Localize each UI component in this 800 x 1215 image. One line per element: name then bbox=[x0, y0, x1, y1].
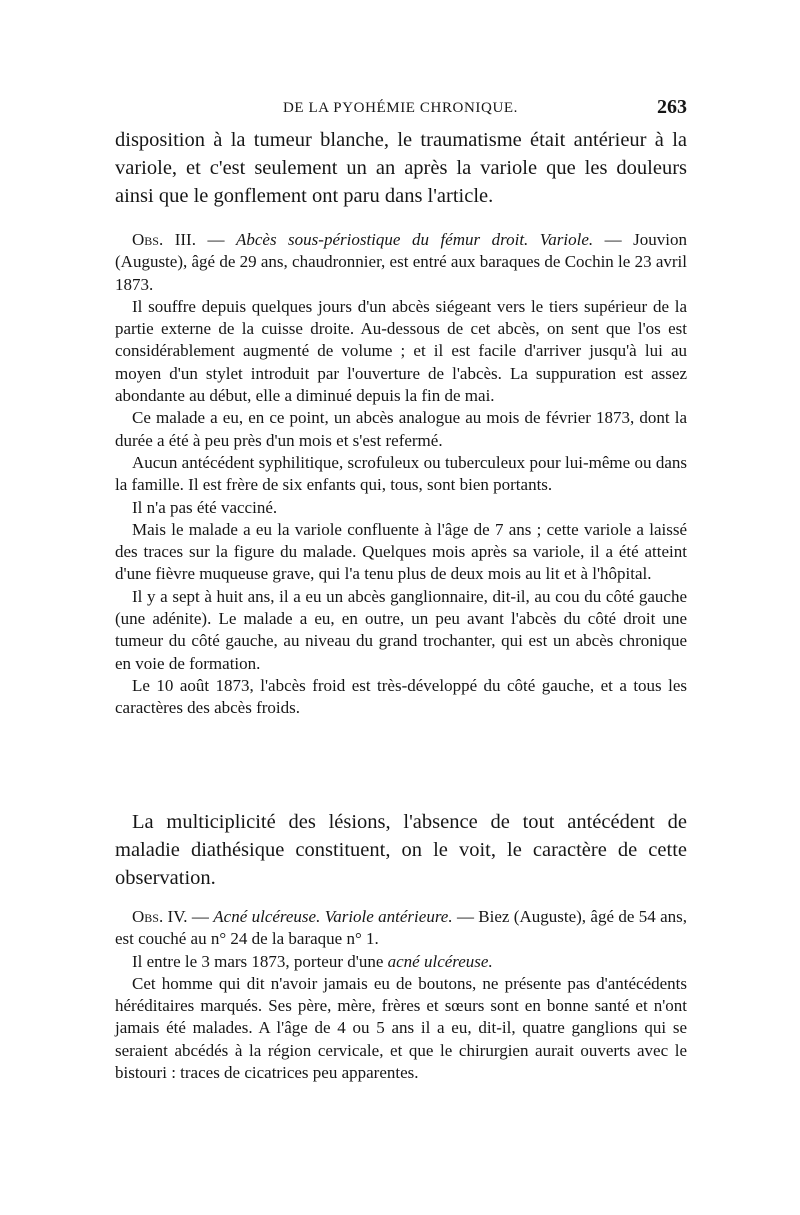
obs4-entry-paragraph bbox=[115, 951, 687, 973]
running-header bbox=[115, 96, 687, 122]
intro-paragraph: disposition à la tumeur blanche, le traumatisme était antérieur à la variole, et c'est seulement un an après la variole que les douleurs ainsi que le gonflement ont paru dans l'article. bbox=[115, 129, 687, 207]
obs3-paragraph: Il y a sept à huit ans, il a eu un abcès ganglionnaire, dit-il, au cou du côté gauche (une adénite). Le malade a eu, en outre, un peu avant l'abcès du côté droit une tumeur du côté gauche, au niveau du grand trochanter, qui est un abcès chronique en voie de formation. bbox=[115, 586, 687, 673]
commentary-section bbox=[115, 808, 687, 892]
commentary-paragraph: La multiciplicité des lésions, l'absence de tout antécédent de maladie diathésique constituent, on le voit, le caractère de cette observation. bbox=[115, 811, 687, 889]
obs3-paragraph: Aucun antécédent syphilitique, scrofuleux ou tuberculeux pour lui-même ou dans la famille. Il est frère de six enfants qui, tous, sont bien portants. bbox=[115, 452, 687, 495]
obs4-entry-text: Il entre le 3 mars 1873, porteur d'une bbox=[132, 951, 384, 971]
page-number: 263 bbox=[657, 96, 687, 118]
observation-4 bbox=[115, 906, 687, 1084]
obs3-label: Obs. III. — bbox=[132, 230, 225, 249]
obs4-title: Acné ulcéreuse. Variole antérieure. bbox=[213, 907, 453, 926]
obs3-paragraph: Le 10 août 1873, l'abcès froid est très-développé du côté gauche, et a tous les caractères des abcès froids. bbox=[115, 675, 687, 718]
intro-section bbox=[115, 126, 687, 210]
running-title: DE LA PYOHÉMIE CHRONIQUE. bbox=[283, 100, 518, 116]
obs4-diagnosis: acné ulcéreuse. bbox=[387, 951, 493, 971]
obs3-paragraph: Mais le malade a eu la variole confluente à l'âge de 7 ans ; cette variole a laissé des traces sur la figure du malade. Quelques mois après sa variole, il a été atteint d'une fièvre muqueuse grave, qui l'a tenu plus de deux mois au lit et à l'hôpital. bbox=[115, 519, 687, 584]
obs4-label: Obs. IV. — bbox=[132, 907, 209, 926]
observation-3 bbox=[115, 229, 687, 720]
obs3-title: Abcès sous-périostique du fémur droit. Variole. bbox=[235, 230, 594, 249]
obs3-paragraph: Il souffre depuis quelques jours d'un abcès siégeant vers le tiers supérieur de la partie externe de la cuisse droite. Au-dessous de cet abcès, on sent que l'os est considérablement augmenté de volume ; et il est facile d'arriver jusqu'à lui au moyen d'un stylet introduit par l'ouverture de l'abcès. La suppuration est assez abondante au début, elle a diminué depuis la fin de mai. bbox=[115, 296, 687, 406]
obs3-paragraph: Ce malade a eu, en ce point, un abcès analogue au mois de février 1873, dont la durée a été à peu près d'un mois et s'est refermé. bbox=[115, 408, 687, 450]
obs3-paragraph: Il n'a pas été vacciné. bbox=[132, 497, 278, 517]
obs3-intro-text: — Jouvion (Auguste), âgé de 29 ans, chaudronnier, est entré aux baraques de Cochin le 23 avril 1873. bbox=[115, 230, 688, 294]
obs4-paragraph: Cet homme qui dit n'avoir jamais eu de boutons, ne présente pas d'antécédents héréditaires marqués. Ses père, mère, frères et sœurs sont en bonne santé et n'ont jamais été malades. A l'âge de 4 ou 5 ans il a eu, dit-il, quatre ganglions qui se seraient abcédés à la région cervicale, et que le chirurgien aurait ouverts avec le bistouri : traces de cicatrices peu apparentes. bbox=[115, 973, 687, 1083]
obs4-intro-text: — Biez (Auguste), âgé de 54 ans, est couché au n° 24 de la baraque n° 1. bbox=[115, 907, 687, 949]
obs3-heading-paragraph bbox=[115, 229, 687, 296]
obs4-heading-paragraph bbox=[115, 906, 687, 951]
